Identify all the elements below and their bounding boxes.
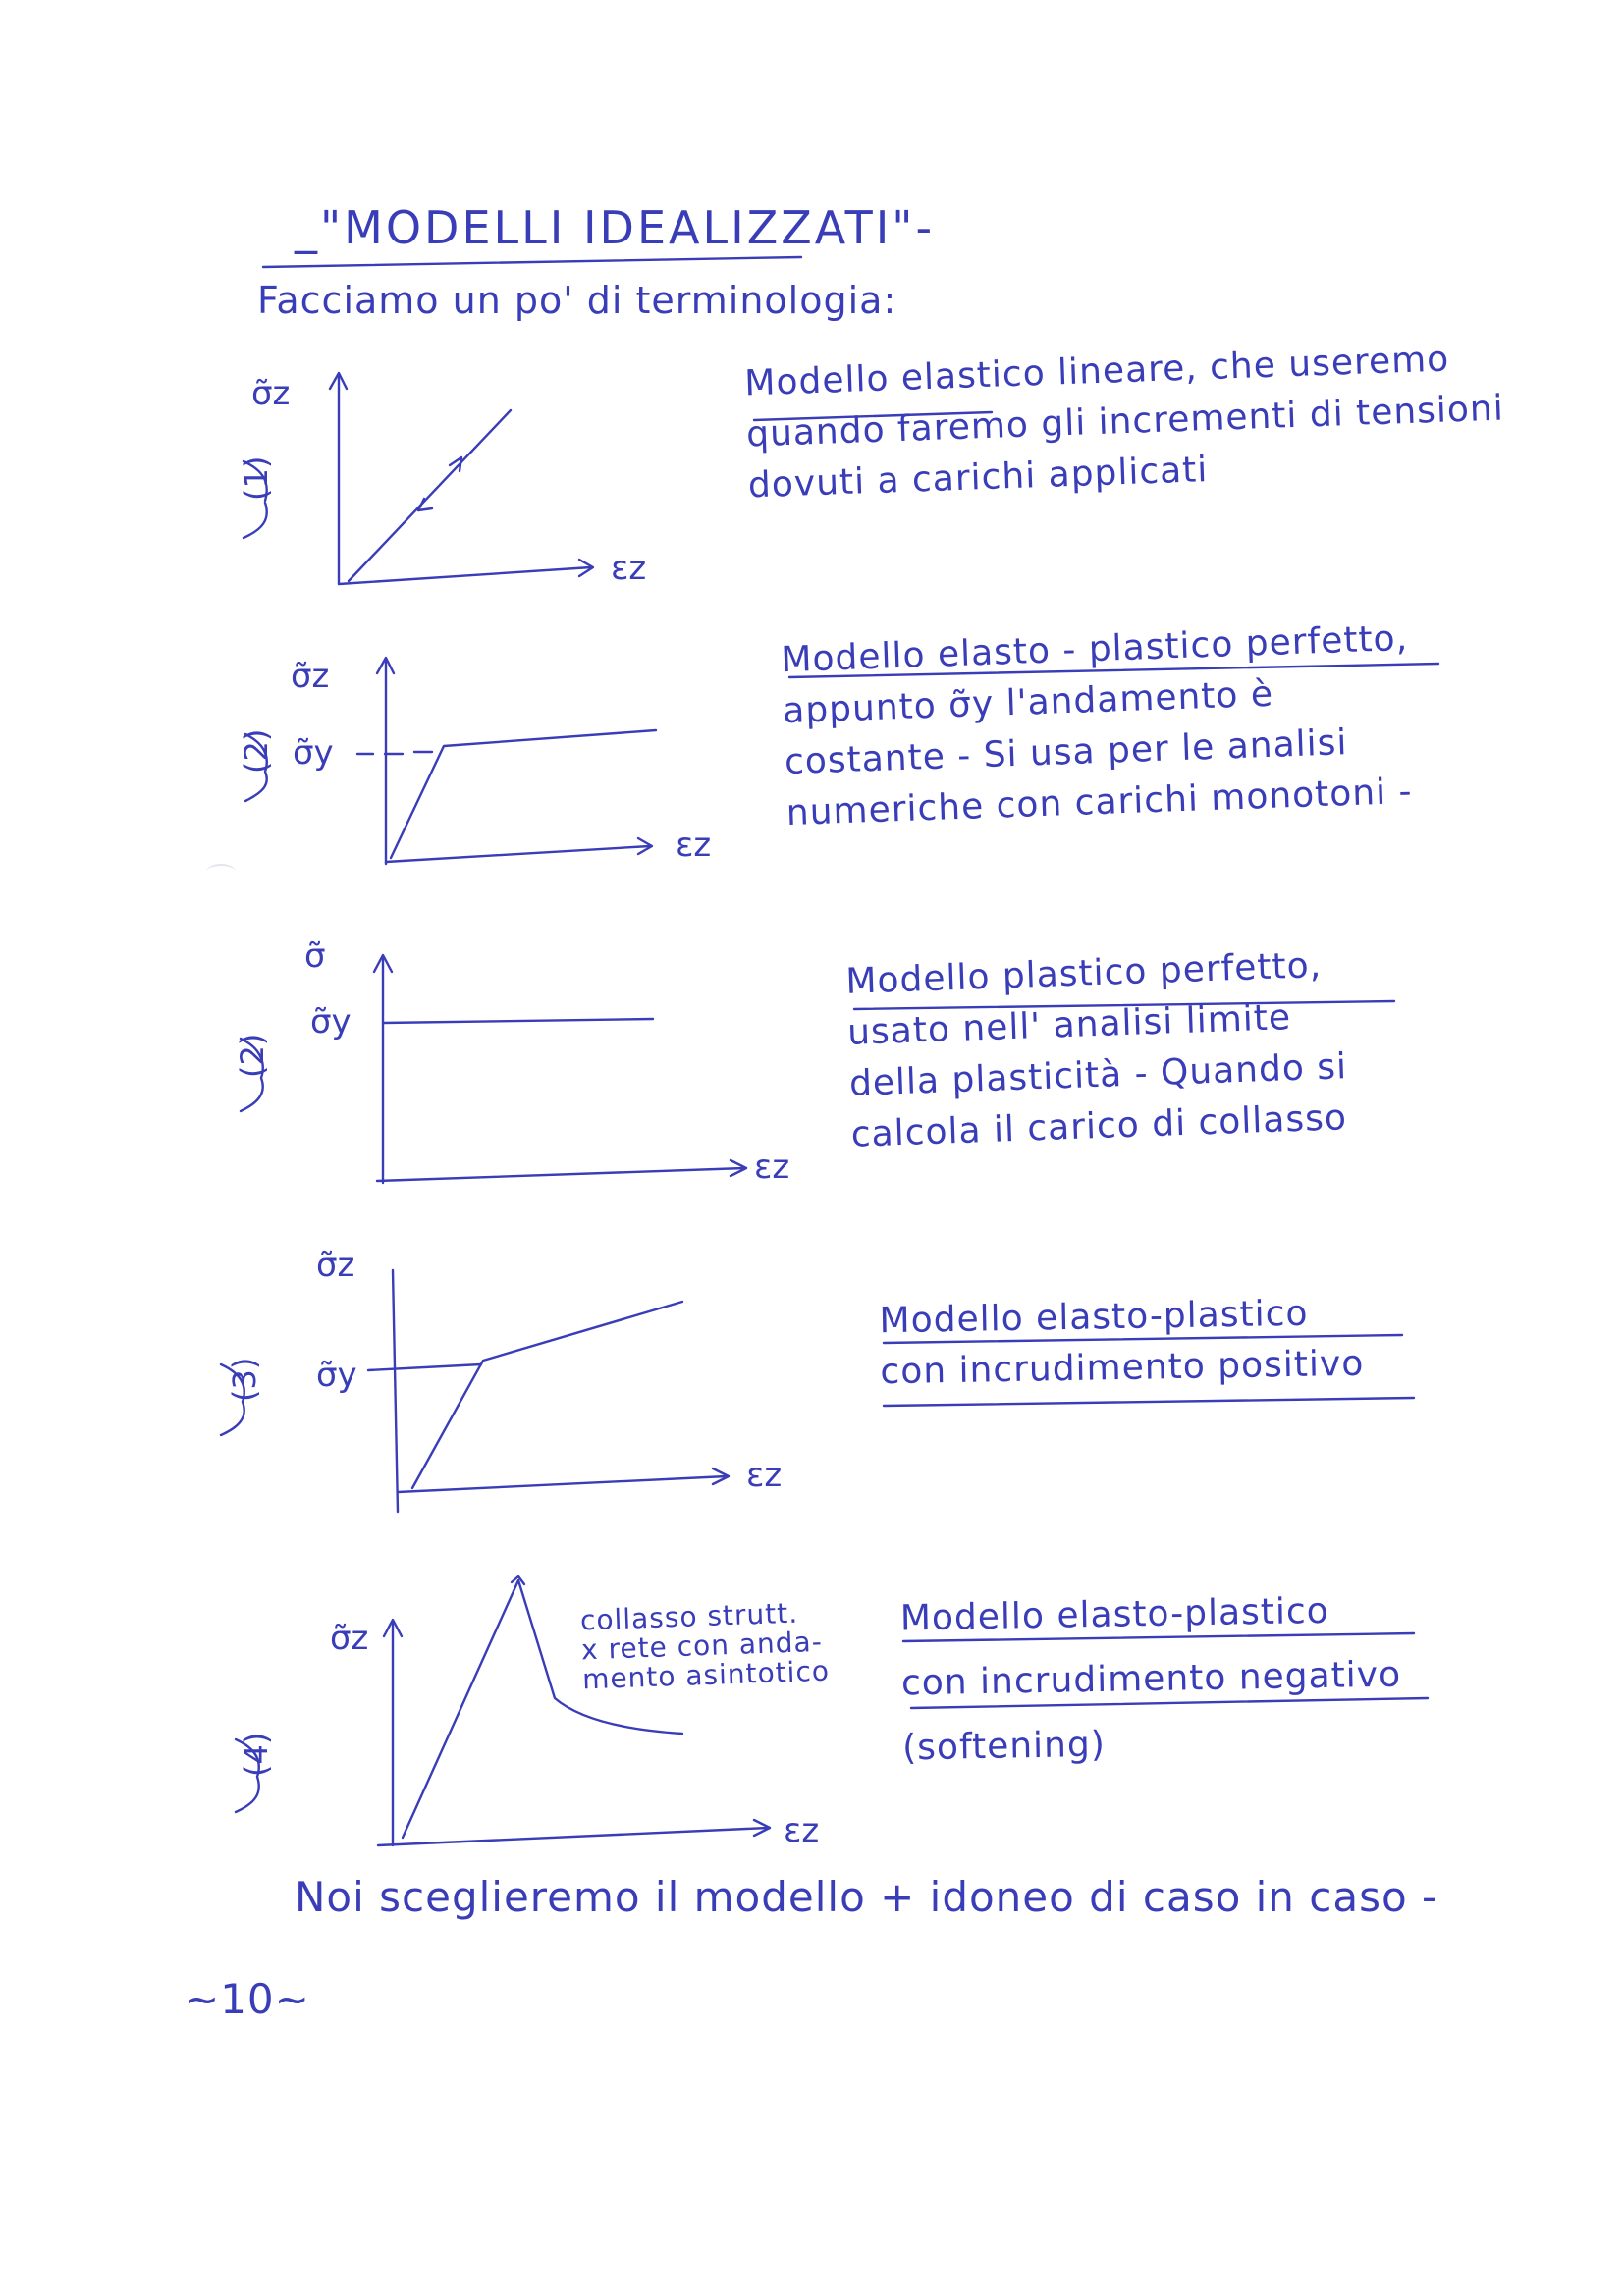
model-3-description: Modello plastico perfetto, usato nell' analisi limite della plasticità - Quando si calcola il carico di collasso [844,944,1348,1155]
graph-5-x-label: εz [784,1811,820,1850]
graph-4-y-axis [393,1270,398,1512]
graph-3-x-label: εz [754,1148,790,1187]
graph-3-yield-label: σ̃y [310,1002,352,1041]
graph-5-y-label: σ̃z [330,1619,369,1658]
graph-4-tag: (3) [226,1357,263,1402]
graph-2-x-label: εz [676,826,712,865]
title-underline [263,257,801,267]
graph-5-tag: (4) [238,1732,275,1777]
graph-4-yield-line [368,1364,481,1370]
graph-1 [330,373,593,584]
graph-1-x-axis [339,567,591,584]
graph-3-tag: (2) [234,1033,271,1078]
graph-1-x-label: εz [611,549,647,588]
model-4-description: Modello elasto-plastico con incrudimento positivo [879,1293,1365,1393]
graph-2 [357,658,656,864]
graph-2-yield-dash [357,752,432,754]
graph-1-line [349,410,511,581]
graph-2-tag: (2) [238,728,275,774]
page-subtitle: Facciamo un po' di terminologia: [257,279,897,322]
footer-note: Noi sceglieremo il modello + idoneo di caso in caso - [295,1873,1438,1921]
model-5-annotation: collasso strutt. x rete con anda- mento asintotico [579,1596,831,1696]
graph-3 [374,955,746,1183]
graph-2-x-axis [386,846,650,862]
graph-3-line [383,1019,653,1023]
page-title: _"MODELLI IDEALIZZATI"- [295,201,936,254]
graph-3-x-axis [377,1168,744,1181]
graph-4-x-label: εz [746,1456,783,1495]
graph-2-y-label: σ̃z [291,657,330,696]
graph-4-line [412,1302,682,1488]
model-5-description: Modello elasto-plastico con incrudimento negativo (softening) [899,1590,1402,1769]
graph-1-tag: (1) [238,455,275,501]
graph-4 [368,1270,729,1512]
graph-2-line [391,730,656,858]
model-2-description: Modello elasto - plastico perfetto, appunto σ̃y l'andamento è costante - Si usa per le analisi numeriche con carichi monotoni - [780,617,1414,834]
graph-1-y-label: σ̃z [251,374,291,413]
model-1-description: Modello elastico lineare, che useremo quando faremo gli incrementi di tensioni dovuti a carichi applicati [743,339,1505,507]
graph-4-y-label: σ̃z [316,1246,355,1285]
page-number: ~10~ [185,1975,310,2023]
graph-3-y-label: σ̃ [304,936,326,976]
graph-4-x-axis [398,1476,727,1492]
graph-4-yield-label: σ̃y [316,1356,357,1395]
graph-2-yield-label: σ̃y [293,733,334,773]
graph-5-x-axis [378,1828,768,1845]
